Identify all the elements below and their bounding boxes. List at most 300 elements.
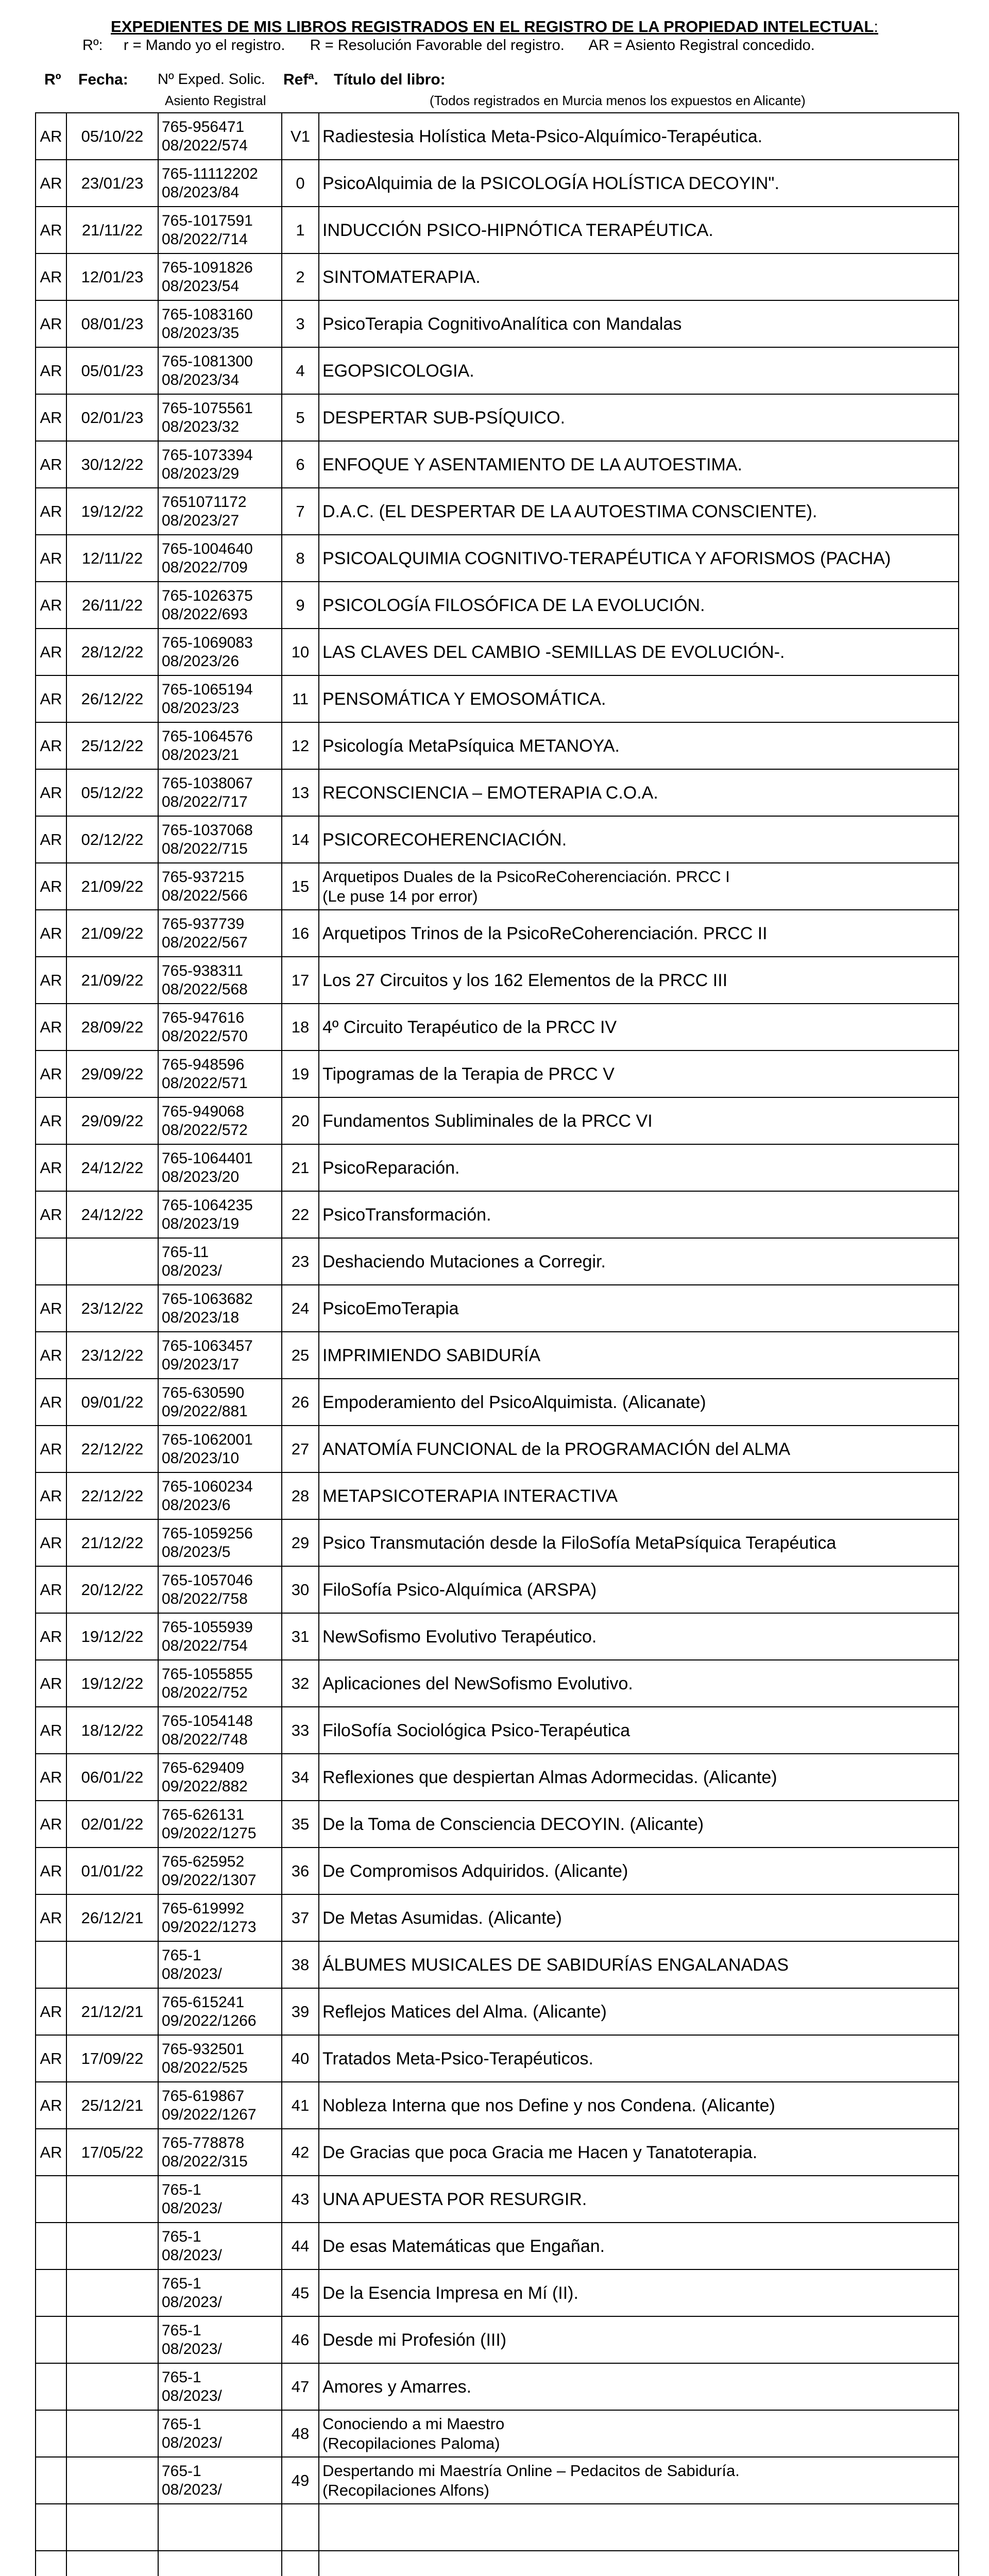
table-row <box>36 957 959 1004</box>
cell-book-title <box>319 1191 959 1238</box>
cell-expedient <box>158 1660 282 1707</box>
registry-entry: 08/2023/21 <box>162 746 240 764</box>
expedient-number: 765-1059256 <box>162 1524 253 1542</box>
registry-entry: 08/2023/ <box>162 2340 222 2358</box>
expedient-number: 765-11 <box>162 1243 209 1261</box>
cell-reference: 2 <box>282 253 319 300</box>
cell-book-title <box>319 2176 959 2223</box>
expedient-number: 765-1062001 <box>162 1431 253 1448</box>
cell-date <box>66 2316 158 2363</box>
registry-entry: 09/2022/1267 <box>162 2106 257 2123</box>
expedient-number: 765-956471 <box>162 118 245 135</box>
cell-reference: 28 <box>282 1472 319 1519</box>
cell-registry-status: AR <box>36 2082 66 2129</box>
table-row <box>36 1097 959 1144</box>
registry-entry: 08/2022/714 <box>162 230 248 248</box>
cell-reference: 6 <box>282 441 319 488</box>
column-subheader-exp: Asiento Registral <box>165 93 266 108</box>
cell-reference: 3 <box>282 300 319 347</box>
cell-reference: 1 <box>282 207 319 253</box>
cell-book-title <box>319 957 959 1004</box>
cell-reference: 11 <box>282 675 319 722</box>
cell-registry-status: AR <box>36 1285 66 1332</box>
cell-date: 09/01/22 <box>66 1379 158 1426</box>
cell-reference: 18 <box>282 1004 319 1050</box>
book-title: Arquetipos Duales de la PsicoReCoherenciación. PRCC I <box>322 867 730 886</box>
registry-entry: 08/2022/568 <box>162 980 248 998</box>
cell-expedient <box>158 535 282 582</box>
cell-registry-status <box>36 2410 66 2457</box>
cell-date: 06/01/22 <box>66 1754 158 1801</box>
cell-book-title <box>319 1472 959 1519</box>
cell-registry-status: AR <box>36 488 66 535</box>
registry-entry: 08/2022/758 <box>162 1590 248 1607</box>
cell-expedient <box>158 2316 282 2363</box>
book-title: PSICOLOGÍA FILOSÓFICA DE LA EVOLUCIÓN. <box>322 595 705 615</box>
cell-expedient <box>158 863 282 910</box>
expedient-number: 765-1073394 <box>162 446 253 464</box>
registry-entry: 08/2022/709 <box>162 558 248 576</box>
expedient-number: 765-1 <box>162 2181 201 2198</box>
book-title: Amores y Amarres. <box>322 2377 472 2397</box>
cell-expedient <box>158 2223 282 2269</box>
book-title: INDUCCIÓN PSICO-HIPNÓTICA TERAPÉUTICA. <box>322 220 713 240</box>
registry-entry: 08/2022/567 <box>162 934 248 951</box>
expedient-number: 765-937739 <box>162 915 245 933</box>
cell-book-title <box>319 1801 959 1848</box>
cell-book-title <box>319 300 959 347</box>
cell-registry-status: AR <box>36 863 66 910</box>
expedient-number: 765-1 <box>162 2321 201 2339</box>
cell-expedient <box>158 207 282 253</box>
cell-book-title <box>319 1707 959 1754</box>
cell-registry-status: AR <box>36 160 66 207</box>
book-title: Deshaciendo Mutaciones a Corregir. <box>322 1251 606 1272</box>
cell-date: 23/01/23 <box>66 160 158 207</box>
cell-expedient <box>158 2363 282 2410</box>
book-title: ENFOQUE Y ASENTAMIENTO DE LA AUTOESTIMA. <box>322 454 742 474</box>
cell-date: 02/12/22 <box>66 816 158 863</box>
table-row <box>36 160 959 207</box>
book-title: Fundamentos Subliminales de la PRCC VI <box>322 1111 653 1131</box>
cell-expedient <box>158 2269 282 2316</box>
registry-entry: 08/2023/ <box>162 2434 222 2451</box>
column-header-title: Título del libro: <box>334 71 446 88</box>
registry-entry: 08/2023/ <box>162 2481 222 2498</box>
book-title: De Metas Asumidas. (Alicante) <box>322 1908 562 1928</box>
cell-registry-status: AR <box>36 1144 66 1191</box>
cell-reference: 16 <box>282 910 319 957</box>
cell-date <box>66 2269 158 2316</box>
expedient-number: 765-629409 <box>162 1759 245 1776</box>
table-row <box>36 2504 959 2551</box>
cell-expedient <box>158 2176 282 2223</box>
expedient-number: 765-1055855 <box>162 1665 253 1683</box>
registry-entry: 09/2022/1266 <box>162 2012 257 2029</box>
column-header-date: Fecha: <box>78 71 128 88</box>
table-row <box>36 769 959 816</box>
cell-book-title <box>319 2316 959 2363</box>
cell-registry-status: AR <box>36 1332 66 1379</box>
cell-expedient <box>158 1848 282 1894</box>
cell-expedient <box>158 1988 282 2035</box>
book-title: PENSOMÁTICA Y EMOSOMÁTICA. <box>322 689 606 709</box>
book-title: Aplicaciones del NewSofismo Evolutivo. <box>322 1673 633 1693</box>
cell-book-title <box>319 1566 959 1613</box>
table-row <box>36 2223 959 2269</box>
expedient-number: 765-1 <box>162 2368 201 2386</box>
expedient-number: 765-1 <box>162 2415 201 2433</box>
cell-registry-status: AR <box>36 1848 66 1894</box>
table-row <box>36 863 959 910</box>
book-title: FiloSofía Sociológica Psico-Terapéutica <box>322 1720 630 1740</box>
cell-reference: 37 <box>282 1894 319 1941</box>
cell-book-title <box>319 535 959 582</box>
cell-date <box>66 2363 158 2410</box>
cell-expedient <box>158 1426 282 1472</box>
cell-expedient <box>158 1707 282 1754</box>
expedient-number: 765-932501 <box>162 2040 245 2058</box>
expedient-number: 765-948596 <box>162 1056 245 1073</box>
cell-date: 30/12/22 <box>66 441 158 488</box>
cell-date: 19/12/22 <box>66 488 158 535</box>
cell-expedient <box>158 1144 282 1191</box>
cell-book-title <box>319 722 959 769</box>
registry-entry: 08/2023/5 <box>162 1543 231 1561</box>
cell-expedient <box>158 722 282 769</box>
cell-date: 21/12/22 <box>66 1519 158 1566</box>
cell-reference: 27 <box>282 1426 319 1472</box>
cell-date: 02/01/22 <box>66 1801 158 1848</box>
cell-date: 24/12/22 <box>66 1144 158 1191</box>
expedient-number: 765-615241 <box>162 1993 245 2011</box>
cell-registry-status: AR <box>36 1894 66 1941</box>
cell-registry-status: AR <box>36 300 66 347</box>
book-title-note: (Recopilaciones Alfons) <box>322 2481 489 2499</box>
cell-date: 21/09/22 <box>66 910 158 957</box>
expedient-number: 765-625952 <box>162 1853 245 1870</box>
cell-registry-status: AR <box>36 1191 66 1238</box>
cell-expedient <box>158 1801 282 1848</box>
cell-book-title <box>319 582 959 629</box>
table-row <box>36 2551 959 2576</box>
book-title: Reflexiones que despiertan Almas Adormecidas. (Alicante) <box>322 1767 777 1787</box>
cell-expedient <box>158 2551 282 2576</box>
cell-registry-status: AR <box>36 629 66 675</box>
cell-book-title <box>319 2457 959 2504</box>
table-row <box>36 2457 959 2504</box>
expedient-number: 765-1063682 <box>162 1290 253 1308</box>
table-row <box>36 2410 959 2457</box>
cell-date: 17/09/22 <box>66 2035 158 2082</box>
expedient-number: 765-1 <box>162 2462 201 2480</box>
table-row <box>36 2082 959 2129</box>
cell-registry-status <box>36 1238 66 1285</box>
expedient-number: 765-1 <box>162 2275 201 2292</box>
cell-registry-status: AR <box>36 769 66 816</box>
cell-registry-status: AR <box>36 910 66 957</box>
table-row <box>36 1754 959 1801</box>
book-title: ÁLBUMES MUSICALES DE SABIDURÍAS ENGALANADAS <box>322 1955 789 1975</box>
cell-book-title <box>319 1426 959 1472</box>
expedient-number: 765-11112202 <box>162 165 258 182</box>
cell-reference: V1 <box>282 113 319 160</box>
table-row <box>36 1050 959 1097</box>
cell-date: 17/05/22 <box>66 2129 158 2176</box>
cell-book-title <box>319 675 959 722</box>
expedient-number: 765-938311 <box>162 962 243 979</box>
cell-date: 29/09/22 <box>66 1097 158 1144</box>
cell-date: 23/12/22 <box>66 1285 158 1332</box>
cell-reference: 23 <box>282 1238 319 1285</box>
table-row <box>36 1801 959 1848</box>
cell-date: 26/11/22 <box>66 582 158 629</box>
cell-date: 18/12/22 <box>66 1707 158 1754</box>
cell-book-title <box>319 394 959 441</box>
cell-registry-status <box>36 2504 66 2551</box>
expedient-number: 765-1 <box>162 2228 201 2245</box>
registry-entry: 08/2023/32 <box>162 418 240 435</box>
cell-registry-status: AR <box>36 1379 66 1426</box>
cell-registry-status: AR <box>36 1754 66 1801</box>
cell-expedient <box>158 1379 282 1426</box>
registry-entry: 08/2023/ <box>162 2199 222 2217</box>
cell-date: 22/12/22 <box>66 1472 158 1519</box>
cell-expedient <box>158 1941 282 1988</box>
cell-date: 28/09/22 <box>66 1004 158 1050</box>
cell-registry-status: AR <box>36 1988 66 2035</box>
cell-expedient <box>158 488 282 535</box>
cell-date <box>66 2457 158 2504</box>
cell-reference <box>282 2551 319 2576</box>
cell-reference: 13 <box>282 769 319 816</box>
cell-expedient <box>158 253 282 300</box>
cell-book-title <box>319 160 959 207</box>
cell-registry-status: AR <box>36 394 66 441</box>
cell-date <box>66 2551 158 2576</box>
table-row <box>36 1004 959 1050</box>
expedient-number: 765-1083160 <box>162 306 253 323</box>
registry-entry: 08/2022/693 <box>162 605 248 623</box>
cell-date: 19/12/22 <box>66 1613 158 1660</box>
table-row <box>36 488 959 535</box>
book-title: LAS CLAVES DEL CAMBIO -SEMILLAS DE EVOLUCIÓN-. <box>322 642 785 662</box>
registry-entry: 08/2022/570 <box>162 1027 248 1045</box>
book-title: D.A.C. (EL DESPERTAR DE LA AUTOESTIMA CONSCIENTE). <box>322 501 817 521</box>
expedient-number: 765-1038067 <box>162 774 253 792</box>
expedient-number: 765-1064235 <box>162 1196 253 1214</box>
book-title: Tipogramas de la Terapia de PRCC V <box>322 1064 615 1084</box>
registry-entry: 08/2022/717 <box>162 793 248 810</box>
cell-registry-status: AR <box>36 253 66 300</box>
cell-reference: 29 <box>282 1519 319 1566</box>
cell-reference: 35 <box>282 1801 319 1848</box>
book-title: De Gracias que poca Gracia me Hacen y Tanatoterapia. <box>322 2142 758 2162</box>
cell-expedient <box>158 1472 282 1519</box>
cell-registry-status: AR <box>36 1613 66 1660</box>
cell-expedient <box>158 769 282 816</box>
table-row <box>36 2269 959 2316</box>
table-row <box>36 1379 959 1426</box>
cell-registry-status: AR <box>36 1472 66 1519</box>
book-title-note: (Recopilaciones Paloma) <box>322 2434 500 2452</box>
book-title: Reflejos Matices del Alma. (Alicante) <box>322 2002 607 2022</box>
table-row <box>36 675 959 722</box>
table-row <box>36 629 959 675</box>
registry-entry: 09/2022/881 <box>162 1402 248 1420</box>
table-row <box>36 582 959 629</box>
cell-reference: 34 <box>282 1754 319 1801</box>
table-row <box>36 1660 959 1707</box>
cell-reference: 22 <box>282 1191 319 1238</box>
cell-book-title <box>319 863 959 910</box>
book-title: Psico Transmutación desde la FiloSofía MetaPsíquica Terapéutica <box>322 1533 837 1553</box>
heading-title: EXPEDIENTES DE MIS LIBROS REGISTRADOS EN EL REGISTRO DE LA PROPIEDAD INTELECTUAL <box>111 18 874 36</box>
table-row <box>36 535 959 582</box>
registry-entry: 08/2023/ <box>162 2387 222 2404</box>
book-title: PSICOALQUIMIA COGNITIVO-TERAPÉUTICA Y AFORISMOS (PACHA) <box>322 548 891 568</box>
cell-book-title <box>319 629 959 675</box>
cell-book-title <box>319 1285 959 1332</box>
registry-entry: 08/2023/29 <box>162 465 240 482</box>
registry-entry: 08/2023/ <box>162 2246 222 2264</box>
table-row <box>36 1566 959 1613</box>
table-row <box>36 2316 959 2363</box>
registry-entry: 08/2022/566 <box>162 887 248 904</box>
expedient-number: 765-1064401 <box>162 1149 253 1167</box>
table-row <box>36 722 959 769</box>
cell-reference: 47 <box>282 2363 319 2410</box>
cell-book-title <box>319 1848 959 1894</box>
cell-registry-status: AR <box>36 347 66 394</box>
cell-reference: 8 <box>282 535 319 582</box>
expedient-number: 765-619867 <box>162 2087 245 2105</box>
cell-date: 12/11/22 <box>66 535 158 582</box>
book-title: Nobleza Interna que nos Define y nos Condena. (Alicante) <box>322 2095 775 2115</box>
cell-reference: 0 <box>282 160 319 207</box>
cell-registry-status: AR <box>36 1519 66 1566</box>
cell-reference: 49 <box>282 2457 319 2504</box>
cell-reference: 20 <box>282 1097 319 1144</box>
registry-entry: 08/2023/27 <box>162 512 240 529</box>
table-row <box>36 347 959 394</box>
cell-book-title <box>319 1004 959 1050</box>
registry-entry: 08/2022/572 <box>162 1121 248 1139</box>
expedient-number: 765-1065194 <box>162 681 253 698</box>
cell-date: 28/12/22 <box>66 629 158 675</box>
cell-reference: 25 <box>282 1332 319 1379</box>
expedient-number: 765-778878 <box>162 2134 245 2151</box>
registry-entry: 08/2023/10 <box>162 1449 240 1467</box>
cell-book-title <box>319 1660 959 1707</box>
registry-entry: 08/2023/19 <box>162 1215 240 1232</box>
table-row <box>36 1144 959 1191</box>
cell-reference: 21 <box>282 1144 319 1191</box>
registry-entry: 08/2023/18 <box>162 1309 240 1326</box>
registry-entry: 08/2022/525 <box>162 2059 248 2076</box>
book-title: De la Toma de Consciencia DECOYIN. (Alicante) <box>322 1814 704 1834</box>
cell-book-title <box>319 253 959 300</box>
cell-book-title <box>319 1238 959 1285</box>
cell-date: 25/12/21 <box>66 2082 158 2129</box>
cell-expedient <box>158 1613 282 1660</box>
table-row <box>36 2363 959 2410</box>
cell-expedient <box>158 1754 282 1801</box>
table-row <box>36 253 959 300</box>
book-title: Tratados Meta-Psico-Terapéuticos. <box>322 2048 593 2069</box>
cell-reference: 10 <box>282 629 319 675</box>
table-row <box>36 1613 959 1660</box>
cell-date: 21/09/22 <box>66 863 158 910</box>
expedient-number: 765-1037068 <box>162 821 253 839</box>
cell-expedient <box>158 2082 282 2129</box>
cell-expedient <box>158 160 282 207</box>
book-title: NewSofismo Evolutivo Terapéutico. <box>322 1626 597 1647</box>
cell-book-title <box>319 2269 959 2316</box>
cell-expedient <box>158 1519 282 1566</box>
cell-book-title <box>319 910 959 957</box>
cell-date: 12/01/23 <box>66 253 158 300</box>
column-header-r: Rº <box>44 71 61 88</box>
table-row <box>36 1894 959 1941</box>
cell-book-title <box>319 2082 959 2129</box>
book-title: DESPERTAR SUB-PSÍQUICO. <box>322 408 566 428</box>
table-row <box>36 1519 959 1566</box>
book-title: ANATOMÍA FUNCIONAL de la PROGRAMACIÓN del ALMA <box>322 1439 791 1459</box>
cell-expedient <box>158 1097 282 1144</box>
cell-reference: 24 <box>282 1285 319 1332</box>
cell-expedient <box>158 2035 282 2082</box>
cell-expedient <box>158 2410 282 2457</box>
book-title-note: (Le puse 14 por error) <box>322 887 478 905</box>
cell-date: 23/12/22 <box>66 1332 158 1379</box>
cell-book-title <box>319 1988 959 2035</box>
book-title: Radiestesia Holística Meta-Psico-Alquímico-Terapéutica. <box>322 126 763 146</box>
cell-date <box>66 1941 158 1988</box>
cell-reference: 40 <box>282 2035 319 2082</box>
cell-date: 22/12/22 <box>66 1426 158 1472</box>
cell-book-title <box>319 1613 959 1660</box>
cell-reference: 19 <box>282 1050 319 1097</box>
cell-date: 02/01/23 <box>66 394 158 441</box>
cell-expedient <box>158 582 282 629</box>
registry-entry: 08/2023/26 <box>162 652 240 670</box>
cell-expedient <box>158 629 282 675</box>
cell-expedient <box>158 1238 282 1285</box>
cell-reference: 39 <box>282 1988 319 2035</box>
cell-registry-status: AR <box>36 2129 66 2176</box>
cell-reference: 7 <box>282 488 319 535</box>
expedient-number: 765-1081300 <box>162 352 253 370</box>
registry-entry: 08/2023/ <box>162 1965 222 1982</box>
book-title: METAPSICOTERAPIA INTERACTIVA <box>322 1486 618 1506</box>
registry-entry: 08/2023/34 <box>162 371 240 388</box>
registry-entry: 08/2023/54 <box>162 277 240 295</box>
cell-expedient <box>158 1894 282 1941</box>
book-title: SINTOMATERAPIA. <box>322 267 481 287</box>
cell-expedient <box>158 2129 282 2176</box>
book-title: IMPRIMIENDO SABIDURÍA <box>322 1345 541 1365</box>
cell-expedient <box>158 347 282 394</box>
table-row <box>36 1848 959 1894</box>
cell-registry-status <box>36 2363 66 2410</box>
cell-book-title <box>319 1379 959 1426</box>
cell-reference: 43 <box>282 2176 319 2223</box>
cell-registry-status <box>36 2269 66 2316</box>
cell-date: 05/12/22 <box>66 769 158 816</box>
expedient-number: 765-1063457 <box>162 1337 253 1354</box>
expedient-number: 765-1055939 <box>162 1618 253 1636</box>
